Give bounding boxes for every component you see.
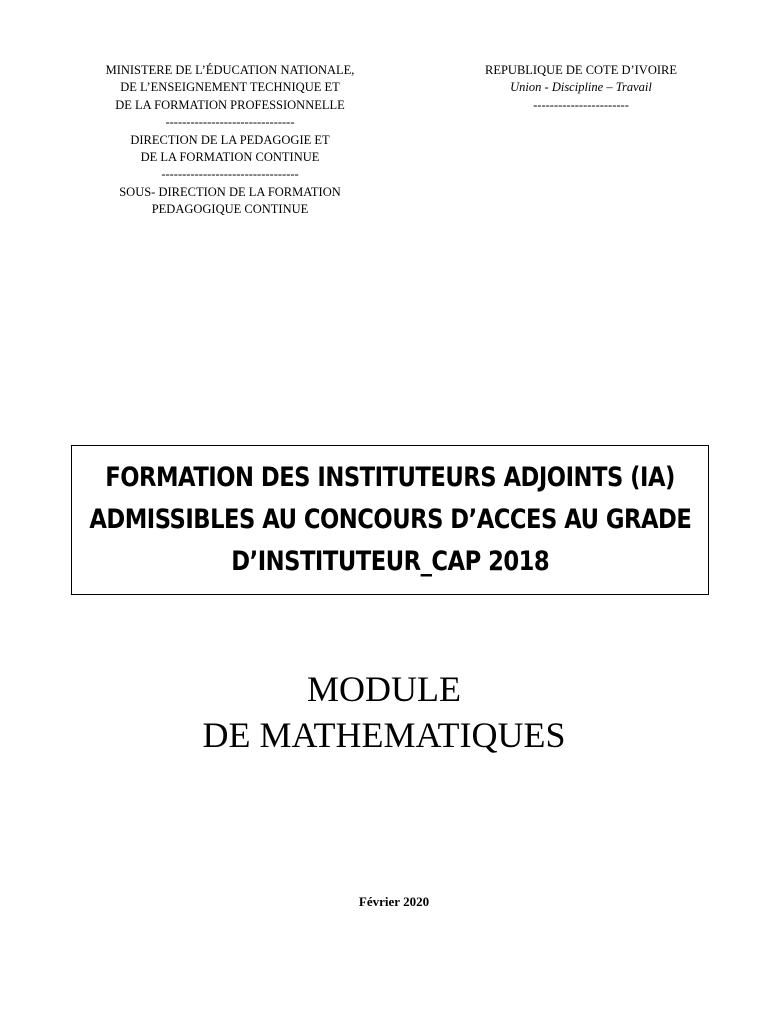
direction-line-2: DE LA FORMATION CONTINUE	[140, 150, 320, 165]
training-title-line-2: ADMISSIBLES AU CONCOURS D’ACCES AU GRADE	[88, 504, 692, 535]
republic-separator: -----------------------	[533, 97, 629, 112]
ministry-header	[60, 62, 400, 219]
republic-header	[440, 62, 722, 114]
ministry-line-1: MINISTERE DE L’ÉDUCATION NATIONALE,	[105, 63, 355, 77]
national-motto: Union - Discipline – Travail	[510, 80, 652, 95]
sub-direction-line-2: PEDAGOGIQUE CONTINUE	[151, 202, 309, 217]
training-title-line-1: FORMATION DES INSTITUTEURS ADJOINTS (IA)	[105, 462, 675, 493]
ministry-line-2: DE L’ENSEIGNEMENT TECHNIQUE ET	[120, 80, 340, 95]
ministry-separator-1: -------------------------------	[165, 115, 295, 130]
direction-line-1: DIRECTION DE LA PEDAGOGIE ET	[130, 132, 330, 147]
republic-name: REPUBLIQUE DE COTE D’IVOIRE	[485, 63, 677, 77]
module-title-line-2: DE MATHEMATIQUES	[202, 715, 566, 755]
module-title	[0, 666, 768, 758]
ministry-line-3: DE LA FORMATION PROFESSIONNELLE	[115, 97, 345, 112]
ministry-separator-2: ---------------------------------	[161, 167, 299, 182]
module-title-line-1: MODULE	[307, 669, 461, 709]
training-title-line-3: D’INSTITUTEUR_CAP 2018	[231, 546, 549, 577]
publication-date: Février 2020	[358, 894, 430, 909]
sub-direction-line-1: SOUS- DIRECTION DE LA FORMATION	[119, 184, 341, 199]
training-title-box	[71, 445, 709, 595]
